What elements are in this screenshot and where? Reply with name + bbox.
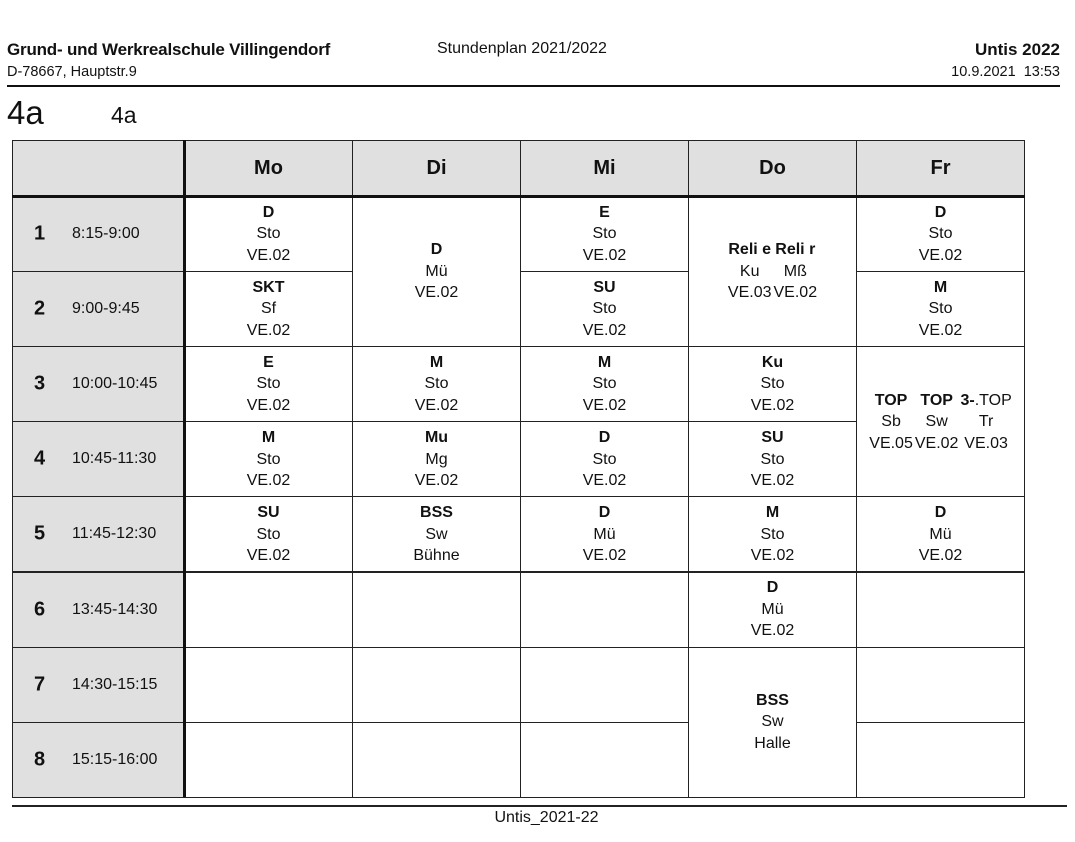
- lesson-cell[interactable]: [856, 271, 1025, 347]
- empty-slot[interactable]: [352, 647, 521, 723]
- day-label: Fr: [930, 157, 951, 179]
- lesson-cell[interactable]: [688, 496, 857, 572]
- lesson-cell[interactable]: [688, 572, 857, 648]
- lesson-room: VE.02: [750, 396, 795, 414]
- lesson-room: VE.02: [582, 396, 627, 414]
- lesson-teacher: Sto: [592, 375, 617, 393]
- lesson-cell[interactable]: [520, 346, 689, 422]
- lesson-cell[interactable]: [184, 421, 353, 497]
- lesson-teacher: Sto: [592, 225, 617, 243]
- lesson-subject: SU: [593, 278, 616, 296]
- lesson-cell[interactable]: [520, 271, 689, 347]
- day-header-mi: [520, 140, 689, 197]
- lesson-subject: TOP: [874, 391, 908, 409]
- lesson-room: VE.02: [750, 547, 795, 565]
- lesson-subject: M: [429, 353, 444, 371]
- lesson-room: VE.05: [869, 434, 913, 452]
- lesson-cell[interactable]: [856, 496, 1025, 572]
- period-header: [12, 196, 185, 272]
- period-header: [12, 647, 185, 723]
- lesson-teacher: Sto: [256, 450, 281, 468]
- lesson-cell[interactable]: [688, 421, 857, 497]
- lesson-teacher: Sto: [760, 375, 785, 393]
- day-header-fr: [856, 140, 1025, 197]
- lesson-teacher: Tr: [978, 413, 994, 431]
- period-number: 5: [34, 522, 46, 545]
- lesson-room: VE.03: [727, 284, 772, 302]
- lesson-subject: SU: [257, 504, 280, 522]
- lesson-subject: Reli e: [728, 241, 772, 259]
- timetable-grid: [12, 140, 1024, 797]
- lesson-subject: D: [430, 241, 443, 259]
- lesson-cell[interactable]: [184, 346, 353, 422]
- period-time: 15:15-16:00: [72, 750, 158, 768]
- empty-slot[interactable]: [184, 722, 353, 798]
- class-code: 4a: [7, 94, 44, 131]
- lesson-subject: D: [766, 579, 779, 597]
- lesson-teacher: Mü: [929, 525, 952, 543]
- lesson-room: VE.02: [246, 396, 291, 414]
- lesson-cell[interactable]: [520, 496, 689, 572]
- empty-slot[interactable]: [856, 722, 1025, 798]
- lesson-cell[interactable]: [184, 496, 353, 572]
- lesson-room: VE.02: [773, 284, 818, 302]
- lesson-subject: SKT: [252, 278, 285, 296]
- lesson-room: VE.02: [414, 396, 459, 414]
- lesson-room: VE.02: [582, 321, 627, 339]
- lesson-cell[interactable]: [520, 196, 689, 272]
- plan-title: Stundenplan 2021/2022: [437, 40, 607, 57]
- lesson-teacher: Sto: [760, 525, 785, 543]
- period-time: 13:45-14:30: [72, 600, 158, 618]
- day-header-do: [688, 140, 857, 197]
- lesson-teacher: Sb: [881, 413, 901, 431]
- lesson-cell[interactable]: [856, 346, 1025, 497]
- lesson-room: VE.02: [582, 547, 627, 565]
- lesson-teacher: Sto: [760, 450, 785, 468]
- lesson-group: [959, 390, 1012, 455]
- lesson-cell[interactable]: [352, 496, 521, 572]
- lesson-cell[interactable]: [352, 346, 521, 422]
- lesson-teacher: Mü: [425, 262, 448, 280]
- lesson-subject: M: [933, 278, 948, 296]
- corner-header: [12, 140, 185, 197]
- empty-slot[interactable]: [520, 722, 689, 798]
- period-time: 11:45-12:30: [72, 525, 157, 543]
- lesson-subject: M: [261, 429, 276, 447]
- period-header: [12, 722, 185, 798]
- lesson-teacher: Sw: [425, 525, 448, 543]
- school-name: Grund- und Werkrealschule Villingendorf: [7, 40, 331, 59]
- lesson-cell[interactable]: [520, 421, 689, 497]
- lesson-subject: D: [598, 429, 611, 447]
- lesson-cell[interactable]: [688, 196, 857, 347]
- lesson-teacher: Sto: [256, 525, 281, 543]
- period-time: 9:00-9:45: [72, 300, 140, 318]
- lesson-room: VE.02: [582, 246, 627, 264]
- lesson-teacher: Mü: [761, 600, 784, 618]
- lesson-room: VE.02: [750, 622, 795, 640]
- lesson-room: Halle: [754, 734, 791, 752]
- period-number: 4: [34, 447, 46, 470]
- header-bottom-divider: [12, 195, 1025, 198]
- lesson-teacher: Sto: [928, 300, 953, 318]
- school-address: D-78667, Hauptstr.9: [7, 64, 137, 80]
- row-header-divider: [183, 140, 186, 797]
- empty-slot[interactable]: [184, 647, 353, 723]
- lesson-cell[interactable]: [688, 346, 857, 422]
- empty-slot[interactable]: [856, 572, 1025, 648]
- lesson-subject: E: [263, 353, 274, 371]
- lesson-room: VE.02: [246, 547, 291, 565]
- period-number: 7: [34, 673, 46, 696]
- lesson-group: [914, 390, 960, 455]
- day-label: Mi: [593, 157, 616, 179]
- empty-slot[interactable]: [520, 572, 689, 648]
- lesson-room: VE.02: [914, 434, 959, 452]
- empty-slot[interactable]: [856, 647, 1025, 723]
- lesson-room: VE.02: [750, 472, 795, 490]
- lesson-teacher: Sw: [761, 713, 784, 731]
- period-number: 8: [34, 748, 46, 771]
- empty-slot[interactable]: [184, 572, 353, 648]
- period-time: 14:30-15:15: [72, 675, 158, 693]
- lesson-subject: BSS: [756, 691, 789, 709]
- period-header: [12, 271, 185, 347]
- print-datetime: 10.9.2021 13:53: [951, 64, 1060, 80]
- period-number: 3: [34, 372, 46, 395]
- lesson-subject: D: [934, 504, 947, 522]
- lesson-room: VE.02: [246, 321, 291, 339]
- lesson-cell[interactable]: [184, 271, 353, 347]
- day-header-mo: [184, 140, 353, 197]
- lesson-teacher: Sto: [256, 225, 281, 243]
- lesson-cell[interactable]: [688, 647, 857, 798]
- lesson-subject: D: [262, 203, 275, 221]
- lesson-room: VE.03: [964, 434, 1008, 452]
- lesson-subject: M: [765, 504, 780, 522]
- period-number: 1: [34, 222, 46, 245]
- empty-slot[interactable]: [352, 722, 521, 798]
- empty-slot[interactable]: [352, 572, 521, 648]
- lesson-teacher: Mg: [425, 450, 448, 468]
- period-number: 2: [34, 297, 46, 320]
- lesson-subject: D: [934, 203, 947, 221]
- period-time: 8:15-9:00: [72, 225, 140, 243]
- lesson-subject: BSS: [420, 504, 453, 522]
- lesson-subject: Reli r: [775, 241, 816, 259]
- period-header: [12, 572, 185, 648]
- lesson-group: [773, 239, 819, 304]
- period-header: [12, 346, 185, 422]
- lesson-subject: D: [598, 504, 611, 522]
- day-label: Mo: [254, 157, 283, 179]
- lesson-group: [727, 239, 773, 304]
- lesson-cell[interactable]: [856, 196, 1025, 272]
- class-name: 4a: [111, 102, 137, 128]
- lesson-subject: E: [599, 203, 610, 221]
- lesson-room: Bühne: [413, 547, 460, 565]
- day-label: Di: [426, 157, 447, 179]
- lesson-room: VE.02: [414, 472, 459, 490]
- lesson-subject-suffix: .TOP: [974, 391, 1012, 409]
- lesson-room: VE.02: [582, 472, 627, 490]
- lesson-teacher: Sf: [260, 300, 277, 318]
- day-header-di: [352, 140, 521, 197]
- product-name: Untis 2022: [974, 40, 1060, 59]
- period-header: [12, 421, 185, 497]
- lesson-room: VE.02: [246, 246, 291, 264]
- day-label: Do: [759, 157, 786, 179]
- lesson-cell[interactable]: [352, 421, 521, 497]
- lesson-subject: Ku: [761, 353, 784, 371]
- lesson-teacher: Ku: [739, 262, 760, 280]
- footer-divider: [12, 805, 1067, 807]
- period-time: 10:45-11:30: [72, 450, 157, 468]
- lesson-room: VE.02: [918, 321, 963, 339]
- lesson-teacher: Sto: [256, 375, 281, 393]
- lesson-teacher: Sto: [592, 450, 617, 468]
- footer-text: Untis_2021-22: [494, 809, 599, 826]
- lesson-room: VE.02: [918, 547, 963, 565]
- lesson-teacher: Sw: [925, 413, 948, 431]
- period-header: [12, 496, 185, 572]
- lesson-subject: 3-.TOP: [960, 391, 1012, 409]
- period-number: 6: [34, 598, 46, 621]
- lesson-teacher: Mß: [783, 262, 807, 280]
- lesson-cell[interactable]: [184, 196, 353, 272]
- lesson-group: [868, 390, 914, 455]
- lesson-subject: SU: [761, 429, 784, 447]
- lesson-teacher: Sto: [592, 300, 617, 318]
- empty-slot[interactable]: [520, 647, 689, 723]
- lesson-subject: Mu: [424, 429, 449, 447]
- header-divider: [7, 85, 1060, 87]
- lesson-room: VE.02: [918, 246, 963, 264]
- lesson-teacher: Mü: [593, 525, 616, 543]
- lesson-teacher: Sto: [928, 225, 953, 243]
- lesson-teacher: Sto: [424, 375, 449, 393]
- period-time: 10:00-10:45: [72, 375, 158, 393]
- lesson-subject: TOP: [920, 391, 953, 409]
- lesson-room: VE.02: [246, 472, 291, 490]
- lesson-room: VE.02: [414, 284, 459, 302]
- lesson-subject: M: [597, 353, 612, 371]
- lesson-cell[interactable]: [352, 196, 521, 347]
